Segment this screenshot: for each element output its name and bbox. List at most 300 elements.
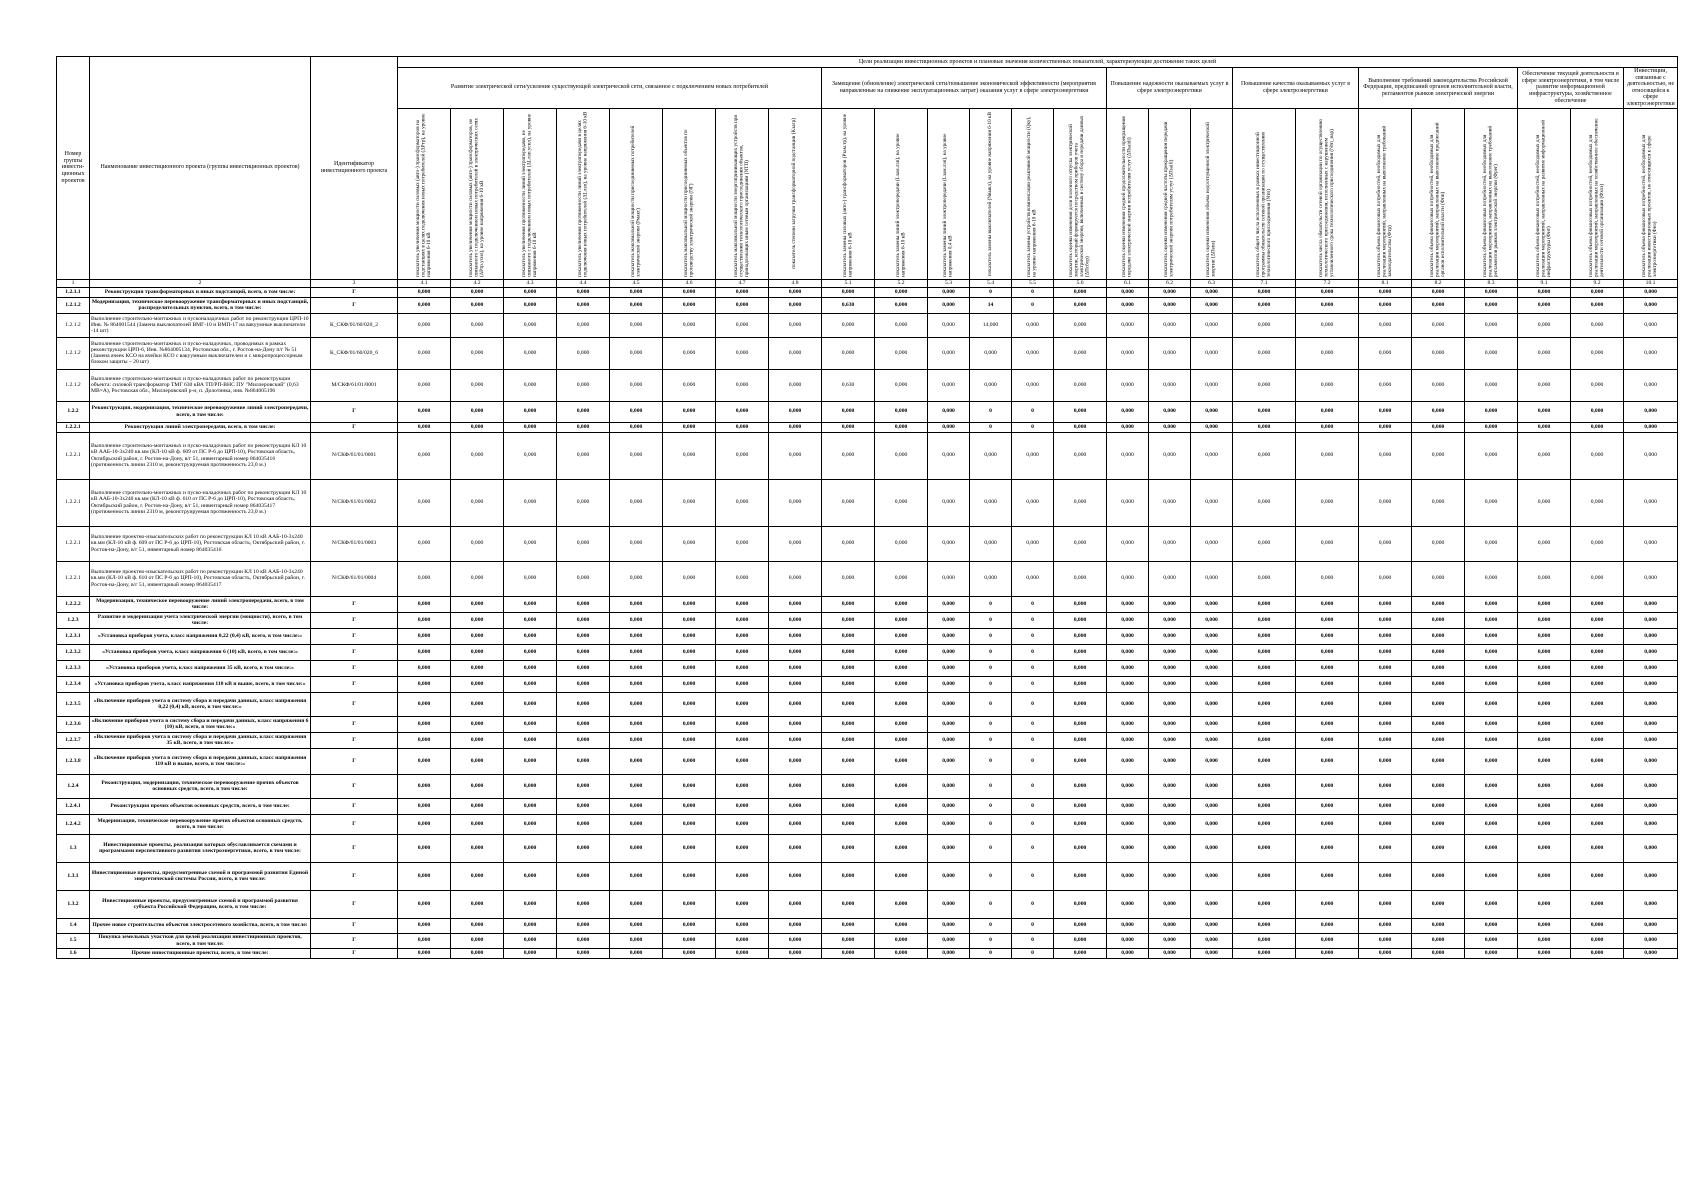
value-cell: 0,000: [1571, 692, 1624, 716]
value-cell: 0,000: [769, 748, 822, 774]
row-number: 1.2.3.8: [57, 748, 90, 774]
row-number: 1.2.3.2: [57, 644, 90, 660]
value-cell: 0,000: [1624, 644, 1678, 660]
value-cell: 0,000: [451, 774, 504, 798]
value-cell: 0,000: [875, 933, 928, 948]
value-cell: 0: [1012, 297, 1054, 313]
value-cell: 0,000: [1518, 612, 1571, 628]
value-cell: 0,000: [769, 422, 822, 432]
column-number: 1: [57, 279, 90, 287]
value-cell: 0,000: [1296, 676, 1359, 692]
value-cell: 0,000: [716, 561, 769, 596]
row-number: 1.2.3.1: [57, 628, 90, 644]
value-cell: 0,000: [1359, 660, 1412, 676]
value-cell: 0,000: [504, 526, 557, 561]
value-cell: 0: [970, 716, 1012, 732]
value-cell: 0,000: [1518, 422, 1571, 432]
value-cell: 0,000: [663, 337, 716, 369]
column-number: 5.4: [970, 279, 1012, 287]
value-cell: 0,000: [1624, 596, 1678, 612]
value-cell: 0,000: [1359, 732, 1412, 748]
value-cell: 0,000: [398, 732, 451, 748]
value-cell: 0,000: [1571, 596, 1624, 612]
row-name: «Установка приборов учета, класс напряжения 110 кВ и выше, всего, в том числе:»: [90, 676, 311, 692]
row-identifier: Г: [311, 297, 398, 313]
value-cell: 0,000: [610, 748, 663, 774]
row-name: Реконструкция линий электропередачи, всего, в том числе:: [90, 422, 311, 432]
value-cell: 0,000: [1233, 716, 1296, 732]
value-cell: 0,000: [822, 287, 875, 297]
value-cell: 0,000: [1012, 313, 1054, 337]
column-number: 4.2: [451, 279, 504, 287]
value-cell: 0,000: [928, 337, 970, 369]
row-name: Выполнение строительно-монтажных и пуско-наладочных работ по реконструкции объекта: силовой трансформатор ТМГ 630 кВА ТП/РП-ВНС ПУ "Миллеровский" (0,63 МВ×А), Ростовская обл., Миллеровский р-н, п. Долотинка, инв. №864005196: [90, 369, 311, 401]
value-cell: 0,000: [1149, 933, 1191, 948]
value-cell: 0,000: [1054, 692, 1107, 716]
value-cell: 0,000: [875, 297, 928, 313]
value-cell: 0,000: [557, 432, 610, 479]
value-cell: 0,000: [1359, 596, 1412, 612]
value-cell: 0,000: [1359, 692, 1412, 716]
value-cell: 0,000: [716, 676, 769, 692]
value-cell: 0,000: [451, 660, 504, 676]
value-cell: 0,000: [1107, 918, 1149, 933]
value-cell: 0,000: [451, 834, 504, 862]
value-cell: 0,000: [822, 732, 875, 748]
value-cell: 0,000: [822, 596, 875, 612]
value-cell: 0,000: [716, 834, 769, 862]
value-cell: 0,000: [1571, 287, 1624, 297]
value-cell: 0,000: [557, 596, 610, 612]
value-cell: 0,000: [716, 814, 769, 834]
value-cell: 0,000: [557, 422, 610, 432]
value-cell: 0,000: [1054, 748, 1107, 774]
value-cell: 0,000: [451, 692, 504, 716]
value-cell: 0,000: [970, 479, 1012, 526]
value-cell: 0: [970, 834, 1012, 862]
value-cell: 0,000: [504, 401, 557, 422]
value-cell: 0,000: [822, 612, 875, 628]
value-cell: 0,000: [769, 834, 822, 862]
value-cell: 0,000: [663, 798, 716, 814]
value-cell: 0,000: [610, 479, 663, 526]
row-number: 1.4: [57, 918, 90, 933]
value-cell: 0,000: [1149, 596, 1191, 612]
value-cell: 0,000: [822, 644, 875, 660]
value-cell: 0,000: [663, 644, 716, 660]
value-cell: 0,000: [1012, 369, 1054, 401]
value-cell: 0,000: [610, 660, 663, 676]
value-cell: 0: [1012, 628, 1054, 644]
row-name: Модернизация, техническое перевооружение трансформаторных и иных подстанций, распределительных пунктов, всего, в том числе:: [90, 297, 311, 313]
value-cell: 0,000: [504, 862, 557, 890]
row-identifier: Г: [311, 422, 398, 432]
value-cell: 0,000: [1054, 297, 1107, 313]
value-cell: 0,000: [1518, 561, 1571, 596]
value-cell: 0,000: [1359, 716, 1412, 732]
value-cell: 0,000: [1191, 814, 1233, 834]
value-cell: 0,000: [610, 297, 663, 313]
value-cell: 0,000: [1107, 369, 1149, 401]
value-cell: 0,000: [1465, 834, 1518, 862]
value-cell: 0,000: [1465, 676, 1518, 692]
value-cell: 0,000: [1412, 401, 1465, 422]
column-number: 4.8: [769, 279, 822, 287]
value-cell: 0,000: [451, 287, 504, 297]
table-row: [57, 918, 1678, 933]
value-cell: 0,000: [769, 596, 822, 612]
value-cell: 0,000: [1296, 716, 1359, 732]
value-cell: 0,000: [557, 676, 610, 692]
value-cell: 0,000: [716, 422, 769, 432]
value-cell: 0,000: [1571, 676, 1624, 692]
value-cell: 0: [1012, 814, 1054, 834]
value-cell: 0,000: [1149, 732, 1191, 748]
value-cell: 0,000: [1412, 612, 1465, 628]
value-cell: 0,000: [716, 660, 769, 676]
value-cell: 0,000: [875, 774, 928, 798]
row-number: 1.2.2.1: [57, 526, 90, 561]
value-cell: 0: [970, 948, 1012, 958]
value-cell: 0,000: [1624, 313, 1678, 337]
value-cell: 0,000: [1107, 834, 1149, 862]
table-row: [57, 337, 1678, 369]
row-name: «Установка приборов учета, класс напряжения 0,22 (0,4) кВ, всего, в том числе:»: [90, 628, 311, 644]
value-cell: 0,000: [451, 432, 504, 479]
column-number: 10.1: [1624, 279, 1678, 287]
value-cell: 0,000: [1054, 676, 1107, 692]
value-cell: 0,000: [610, 716, 663, 732]
value-cell: 0,000: [875, 692, 928, 716]
value-cell: 0,000: [1296, 479, 1359, 526]
value-cell: 0,000: [1571, 369, 1624, 401]
value-cell: 0,000: [610, 526, 663, 561]
value-cell: 0,000: [1054, 834, 1107, 862]
value-cell: 0,000: [1191, 948, 1233, 958]
value-cell: 0,000: [1233, 660, 1296, 676]
value-cell: 0,000: [1571, 313, 1624, 337]
value-cell: 0,000: [1054, 798, 1107, 814]
value-cell: 0,000: [398, 774, 451, 798]
value-cell: 0,000: [1518, 432, 1571, 479]
value-cell: 0,000: [557, 337, 610, 369]
value-cell: 0,000: [822, 401, 875, 422]
value-cell: 0,000: [557, 933, 610, 948]
value-cell: 0,000: [1107, 890, 1149, 918]
value-cell: 0,000: [1359, 948, 1412, 958]
value-cell: 0,000: [716, 526, 769, 561]
value-cell: 0,000: [1465, 862, 1518, 890]
value-cell: 0,000: [398, 890, 451, 918]
row-identifier: Г: [311, 890, 398, 918]
value-cell: 0,000: [663, 862, 716, 890]
value-cell: 0,000: [663, 526, 716, 561]
value-cell: 0,000: [1012, 561, 1054, 596]
value-cell: 0,000: [1296, 814, 1359, 834]
table-row: [57, 422, 1678, 432]
value-cell: 0,000: [1571, 526, 1624, 561]
value-cell: 0,000: [663, 628, 716, 644]
value-cell: 0,000: [557, 834, 610, 862]
value-cell: 0: [970, 660, 1012, 676]
indicator-header: показатель оценки изменения доли полезного отпуска электрической энергии, который формируется посредством приборов учета электрической энергии, включенных в систему сбора и передачи данных (ΔПсбор): [1054, 108, 1107, 279]
row-number: 1.2.2: [57, 401, 90, 422]
value-cell: 0,000: [557, 716, 610, 732]
value-cell: 0,000: [769, 918, 822, 933]
value-cell: 0,000: [1233, 313, 1296, 337]
value-cell: 0,000: [1518, 369, 1571, 401]
value-cell: 0,000: [822, 890, 875, 918]
row-identifier: Г: [311, 287, 398, 297]
value-cell: 0,000: [1191, 890, 1233, 918]
value-cell: 0,000: [504, 732, 557, 748]
indicator-header: показатель объема финансовых потребностей, необходимых для реализации мероприятий, направленных на выполнение требований законодательства (Фтр): [1359, 108, 1412, 279]
value-cell: 0,000: [1571, 479, 1624, 526]
value-cell: 0,000: [928, 716, 970, 732]
value-cell: 0,000: [398, 918, 451, 933]
value-cell: 0,000: [928, 774, 970, 798]
value-cell: 0,000: [822, 313, 875, 337]
row-identifier: Г: [311, 692, 398, 716]
value-cell: 0,000: [822, 748, 875, 774]
value-cell: 0,000: [1624, 297, 1678, 313]
value-cell: 0,000: [1191, 287, 1233, 297]
table-row: [57, 834, 1678, 862]
table-row: [57, 692, 1678, 716]
value-cell: 0,000: [1191, 337, 1233, 369]
indicator-header: показатель замены линий электропередачи (Lзам.лэп), на уровне напряжения 0,4 кВ: [928, 108, 970, 279]
column-number: 6.2: [1149, 279, 1191, 287]
value-cell: 0,000: [822, 834, 875, 862]
indicator-header: показатель объема финансовых потребностей, необходимых для реализации мероприятий, направленных на выполнение предписаний органов исполнительной власти (Фпп): [1412, 108, 1465, 279]
row-name: Прочие инвестиционные проекты, всего, в том числе:: [90, 948, 311, 958]
value-cell: 0,000: [1412, 479, 1465, 526]
value-cell: 0,000: [663, 660, 716, 676]
value-cell: 0,000: [610, 933, 663, 948]
value-cell: 0,000: [1571, 401, 1624, 422]
value-cell: 0,000: [1149, 297, 1191, 313]
value-cell: 0,000: [1518, 628, 1571, 644]
value-cell: 0,000: [1296, 798, 1359, 814]
row-number: 1.2.1.2: [57, 297, 90, 313]
value-cell: 0,000: [398, 369, 451, 401]
row-number: 1.2.1.2: [57, 337, 90, 369]
value-cell: 0,000: [1191, 862, 1233, 890]
value-cell: 0,000: [1054, 814, 1107, 834]
value-cell: 0: [1012, 596, 1054, 612]
value-cell: 0,000: [1359, 933, 1412, 948]
value-cell: 0: [970, 676, 1012, 692]
value-cell: 0,000: [1296, 834, 1359, 862]
value-cell: 0,000: [928, 862, 970, 890]
value-cell: 0,000: [716, 313, 769, 337]
value-cell: 0,000: [1107, 337, 1149, 369]
value-cell: 0,000: [1518, 660, 1571, 676]
value-cell: 0,000: [557, 313, 610, 337]
value-cell: 0,000: [557, 692, 610, 716]
value-cell: 0,000: [398, 526, 451, 561]
value-cell: 0,000: [875, 834, 928, 862]
value-cell: 0,000: [1149, 561, 1191, 596]
table-row: [57, 948, 1678, 958]
value-cell: 0,000: [1412, 596, 1465, 612]
column-number: 5.3: [928, 279, 970, 287]
row-number: 1.2.3.5: [57, 692, 90, 716]
value-cell: 0,000: [1233, 287, 1296, 297]
value-cell: 0,000: [1571, 918, 1624, 933]
value-cell: 0,000: [769, 676, 822, 692]
value-cell: 0,000: [1296, 401, 1359, 422]
value-cell: 0,000: [1054, 644, 1107, 660]
value-cell: 0,000: [1233, 479, 1296, 526]
value-cell: 0,000: [1233, 422, 1296, 432]
table-row: [57, 798, 1678, 814]
value-cell: 0,000: [1054, 890, 1107, 918]
value-cell: 0,000: [1054, 612, 1107, 628]
value-cell: 0,000: [769, 313, 822, 337]
value-cell: 0,000: [1233, 732, 1296, 748]
value-cell: 0,000: [928, 596, 970, 612]
value-cell: 0,000: [398, 422, 451, 432]
value-cell: 0,000: [398, 337, 451, 369]
value-cell: 0,000: [1233, 628, 1296, 644]
value-cell: 0,000: [1054, 918, 1107, 933]
value-cell: 0,000: [504, 660, 557, 676]
value-cell: 0,000: [1233, 933, 1296, 948]
value-cell: 0: [1012, 798, 1054, 814]
value-cell: 0,000: [769, 732, 822, 748]
value-cell: 0,000: [610, 561, 663, 596]
value-cell: 0,000: [1412, 890, 1465, 918]
row-name: Реконструкция прочих объектов основных средств, всего, в том числе:: [90, 798, 311, 814]
value-cell: 0,000: [769, 814, 822, 834]
value-cell: 0: [1012, 918, 1054, 933]
value-cell: 0: [1012, 748, 1054, 774]
value-cell: 0,000: [1412, 814, 1465, 834]
value-cell: 0,000: [1518, 748, 1571, 774]
value-cell: 0,000: [875, 644, 928, 660]
value-cell: 0: [1012, 422, 1054, 432]
value-cell: 0,000: [875, 287, 928, 297]
value-cell: 0,000: [451, 612, 504, 628]
value-cell: 0,000: [1571, 612, 1624, 628]
value-cell: 0,000: [1233, 814, 1296, 834]
value-cell: 0,000: [1412, 644, 1465, 660]
value-cell: 0,000: [1518, 918, 1571, 933]
value-cell: 0,000: [1465, 732, 1518, 748]
value-cell: 0,000: [716, 401, 769, 422]
value-cell: 0,000: [610, 692, 663, 716]
value-cell: 0,000: [663, 748, 716, 774]
value-cell: 0,000: [1296, 337, 1359, 369]
value-cell: 0,000: [451, 561, 504, 596]
value-cell: 0,000: [1465, 774, 1518, 798]
value-cell: 0,000: [1518, 933, 1571, 948]
value-cell: 0,000: [928, 918, 970, 933]
value-cell: 0,000: [1191, 596, 1233, 612]
value-cell: 0,000: [1412, 422, 1465, 432]
value-cell: 0,000: [1571, 628, 1624, 644]
value-cell: 0,000: [504, 748, 557, 774]
value-cell: 0,000: [1149, 612, 1191, 628]
value-cell: 0,000: [1571, 890, 1624, 918]
value-cell: 0,000: [716, 369, 769, 401]
value-cell: 0,000: [451, 337, 504, 369]
value-cell: 0,000: [1233, 774, 1296, 798]
column-number: 3: [311, 279, 398, 287]
value-cell: 0,000: [1149, 692, 1191, 716]
value-cell: 0,000: [398, 716, 451, 732]
value-cell: 0,000: [1518, 948, 1571, 958]
row-identifier: N/СКФ/61/01/0003: [311, 526, 398, 561]
value-cell: 0,000: [769, 716, 822, 732]
value-cell: 0,000: [1149, 948, 1191, 958]
value-cell: 0,000: [1107, 748, 1149, 774]
value-cell: 0,000: [663, 814, 716, 834]
value-cell: 0,000: [504, 337, 557, 369]
value-cell: 0,000: [822, 774, 875, 798]
value-cell: 0,000: [716, 748, 769, 774]
value-cell: 0,000: [1054, 596, 1107, 612]
value-cell: 0,000: [1054, 660, 1107, 676]
value-cell: 0,000: [1518, 401, 1571, 422]
value-cell: 0,000: [1359, 369, 1412, 401]
value-cell: 0,000: [398, 748, 451, 774]
value-cell: 0,000: [1191, 918, 1233, 933]
value-cell: 0,000: [1359, 561, 1412, 596]
value-cell: 0,000: [928, 732, 970, 748]
value-cell: 0: [970, 798, 1012, 814]
value-cell: 0,000: [1359, 287, 1412, 297]
row-identifier: Г: [311, 862, 398, 890]
value-cell: 0,000: [1518, 337, 1571, 369]
value-cell: 0,000: [1624, 422, 1678, 432]
value-cell: 0,000: [1296, 287, 1359, 297]
value-cell: 0,000: [1054, 369, 1107, 401]
value-cell: 0,000: [610, 644, 663, 660]
column-number: 6.3: [1191, 279, 1233, 287]
value-cell: 0,000: [1296, 313, 1359, 337]
column-number: 5.5: [1012, 279, 1054, 287]
value-cell: 0,000: [769, 401, 822, 422]
table-row: [57, 313, 1678, 337]
value-cell: 0,000: [1296, 422, 1359, 432]
value-cell: 0,000: [1296, 297, 1359, 313]
value-cell: 0,000: [504, 432, 557, 479]
value-cell: 0,000: [716, 432, 769, 479]
value-cell: 0,000: [1624, 716, 1678, 732]
value-cell: 0,000: [1412, 628, 1465, 644]
value-cell: 0,000: [451, 526, 504, 561]
value-cell: 0,000: [1149, 774, 1191, 798]
value-cell: 0,000: [1054, 948, 1107, 958]
value-cell: 0,000: [716, 716, 769, 732]
value-cell: 0,000: [1191, 798, 1233, 814]
value-cell: 0,000: [1191, 401, 1233, 422]
value-cell: 0,000: [557, 774, 610, 798]
row-identifier: Г: [311, 748, 398, 774]
value-cell: 0,000: [398, 313, 451, 337]
column-number: 8.2: [1412, 279, 1465, 287]
value-cell: 14,000: [970, 313, 1012, 337]
value-cell: 0,000: [769, 612, 822, 628]
row-number: 1.3: [57, 834, 90, 862]
value-cell: 0,000: [1359, 798, 1412, 814]
value-cell: 0,000: [716, 297, 769, 313]
value-cell: 0: [1012, 660, 1054, 676]
value-cell: 0,000: [1149, 526, 1191, 561]
row-identifier: N/СКФ/61/01/0002: [311, 479, 398, 526]
